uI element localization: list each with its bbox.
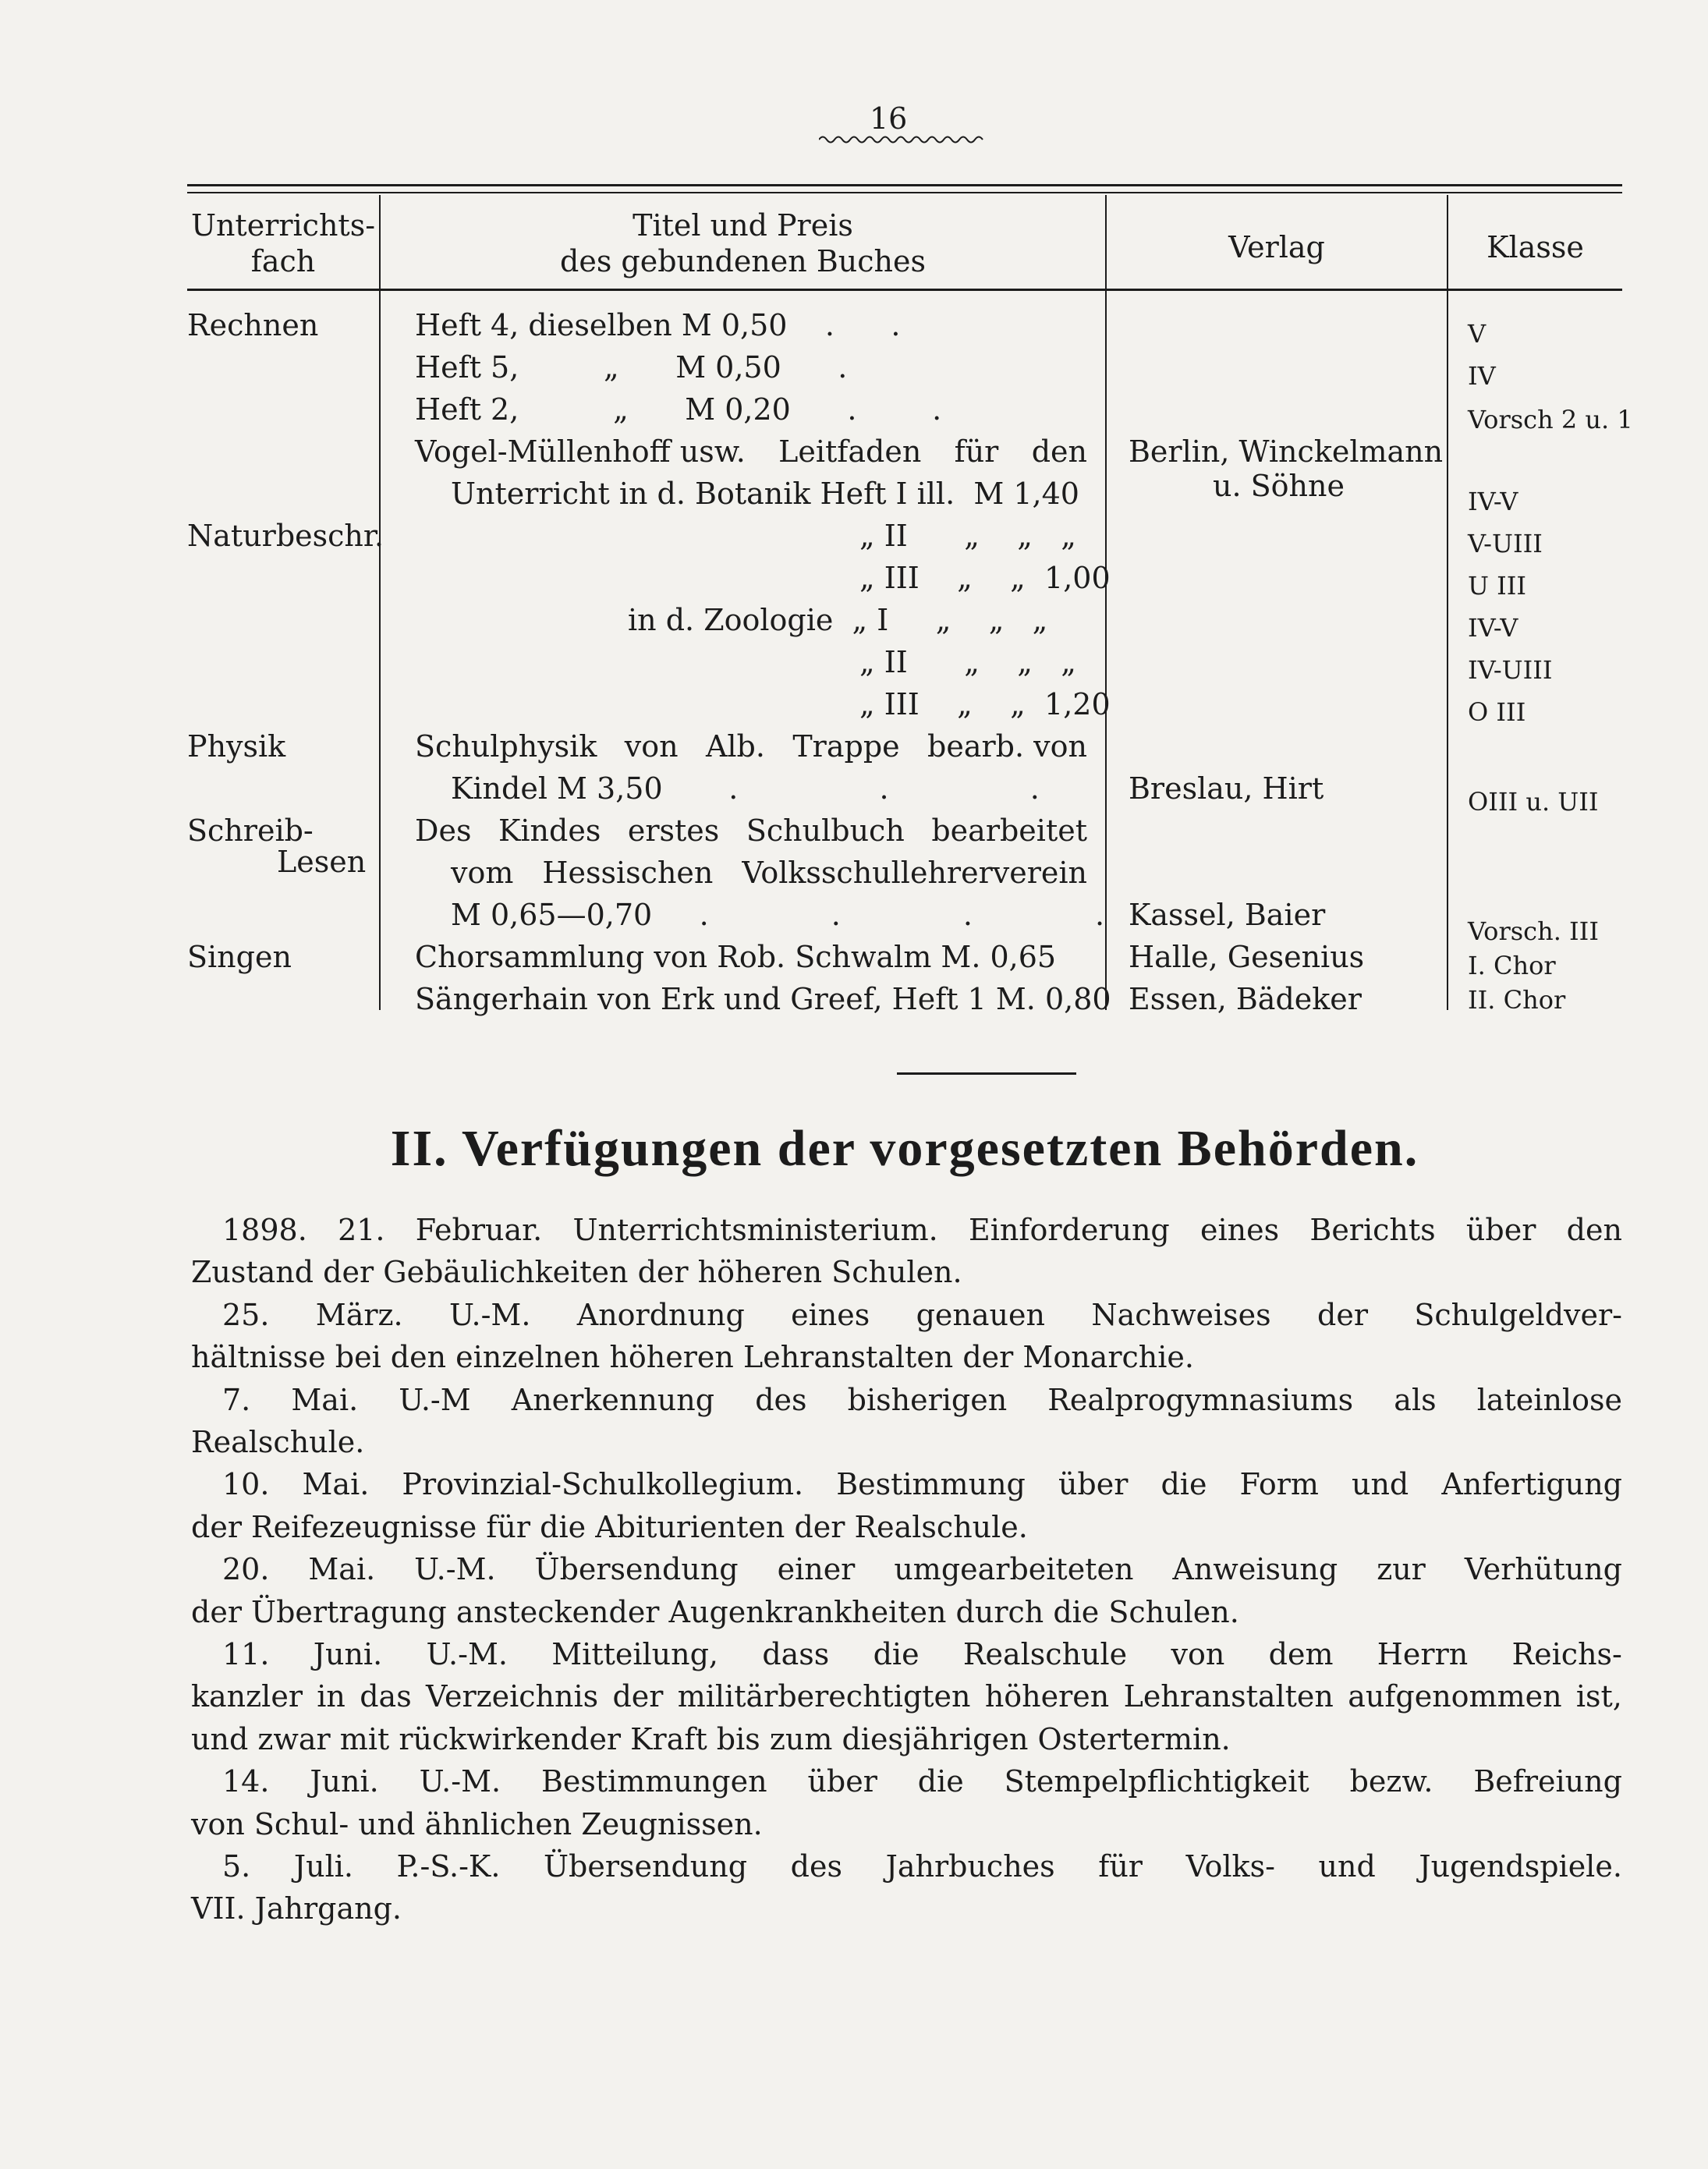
subject-cell: Naturbeschr. xyxy=(187,519,384,553)
column-divider xyxy=(1105,195,1107,1010)
ditto-mark: „ xyxy=(604,350,619,385)
wavy-ornament-icon xyxy=(819,134,987,145)
body-line: 25. März. U.-M. Anordnung eines genauen Nachweises der Schulgeldver- xyxy=(222,1297,1622,1332)
title-cell xyxy=(451,900,1104,930)
ditto-mark: „ xyxy=(1017,519,1033,553)
body-line: 7. Mai. U.-M Anerkennung des bisherigen Realprogymnasiums als lateinlose xyxy=(222,1382,1622,1417)
class-cell: IV xyxy=(1468,361,1496,391)
ditto-mark: „ xyxy=(1017,645,1033,679)
title-price: M 0,50 xyxy=(681,308,788,342)
class-cell: Vorsch 2 u. 1 xyxy=(1468,405,1633,434)
ditto-mark: „ xyxy=(957,687,973,721)
title-text: Vogel-Müllenhoff usw. xyxy=(415,434,746,469)
title-price: 1,00 xyxy=(1044,561,1111,595)
ditto-mark: „ xyxy=(1032,603,1048,637)
ditto-mark: „ xyxy=(1061,519,1076,553)
body-line: 10. Mai. Provinzial-Schulkollegium. Bestimmung über die Form und Anfertigung xyxy=(222,1467,1622,1502)
title-cell xyxy=(415,729,1087,764)
title-leader: . xyxy=(728,771,739,806)
ditto-mark: „ III xyxy=(859,561,920,595)
class-cell: Vorsch. III xyxy=(1468,916,1599,946)
title-text: von xyxy=(624,729,679,764)
title-cell xyxy=(859,563,1111,593)
class-cell: O III xyxy=(1468,697,1526,727)
subject-cell: Rechnen xyxy=(187,308,319,342)
body-line: von Schul- und ähnlichen Zeugnissen. xyxy=(191,1806,763,1841)
table-top-rule-2 xyxy=(187,192,1622,193)
table-header-rule xyxy=(187,289,1622,291)
body-line: Zustand der Gebäulichkeiten der höheren Schulen. xyxy=(191,1255,962,1290)
ditto-mark: „ xyxy=(964,645,980,679)
ditto-mark: „ xyxy=(1010,687,1026,721)
class-cell: V xyxy=(1468,319,1487,349)
publisher-cell: Kassel, Baier xyxy=(1129,898,1326,932)
title-text: Heft 5, xyxy=(415,350,519,385)
title-cell xyxy=(451,858,1087,888)
ditto-mark: „ xyxy=(1061,645,1076,679)
subject-cell: Schreib- xyxy=(187,813,314,848)
subject-cell: Physik xyxy=(187,729,286,764)
header-verlag: Verlag xyxy=(1228,230,1325,264)
ditto-mark: „ xyxy=(1010,561,1026,595)
publisher-cell: Essen, Bädeker xyxy=(1129,982,1362,1016)
title-leader: . xyxy=(1095,898,1105,932)
column-divider xyxy=(379,195,381,1010)
title-cell xyxy=(859,521,1076,551)
title-cell xyxy=(415,310,900,340)
page-number: 16 xyxy=(870,101,908,136)
title-price: M 0,50 xyxy=(675,350,781,385)
body-line: 11. Juni. U.-M. Mitteilung, dass die Realschule von dem Herrn Reichs- xyxy=(222,1637,1622,1671)
title-leader: . xyxy=(831,898,841,932)
ditto-mark: „ xyxy=(988,603,1005,637)
title-cell xyxy=(628,605,1047,635)
title-text: Hessischen xyxy=(542,856,714,890)
class-cell: OIII u. UII xyxy=(1468,787,1599,817)
title-price: M 0,65—0,70 xyxy=(451,898,653,932)
title-text: Unterricht in d. Botanik Heft I ill. xyxy=(451,477,955,511)
body-line: VII. Jahrgang. xyxy=(191,1891,402,1926)
publisher-cell: u. Söhne xyxy=(1213,469,1345,503)
title-cell xyxy=(859,647,1076,677)
class-cell: IV-UIII xyxy=(1468,655,1553,685)
ditto-mark: „ III xyxy=(859,687,920,721)
ditto-mark: „ xyxy=(957,561,973,595)
publisher-cell: Halle, Gesenius xyxy=(1129,940,1365,974)
ditto-mark: „ I xyxy=(852,603,889,637)
header-fach-line1: Unterrichts- xyxy=(190,208,376,243)
title-text: Alb. xyxy=(705,729,765,764)
column-divider xyxy=(1447,195,1448,1010)
title-text: Heft 4, dieselben xyxy=(415,308,672,342)
body-line: 14. Juni. U.-M. Bestimmungen über die Stempelpflichtigkeit bezw. Befreiung xyxy=(222,1764,1622,1799)
title-text: Schulphysik xyxy=(415,729,597,764)
title-leader: . xyxy=(838,350,848,385)
subject-cell: Singen xyxy=(187,940,292,974)
title-cell xyxy=(415,434,1087,469)
ditto-mark: „ II xyxy=(859,519,908,553)
title-cell xyxy=(415,350,848,385)
class-cell: V-UIII xyxy=(1468,529,1543,558)
title-leader: . xyxy=(1029,771,1040,806)
title-text: für xyxy=(954,434,999,469)
title-price: M 0,20 xyxy=(685,392,791,427)
title-leader: . xyxy=(962,898,973,932)
class-cell: II. Chor xyxy=(1468,985,1566,1015)
body-line: 1898. 21. Februar. Unterrichtsministerium. Einforderung eines Berichts über den xyxy=(222,1213,1622,1247)
class-cell: IV-V xyxy=(1468,613,1518,643)
title-text: Heft 2, xyxy=(415,392,519,427)
title-text: Volksschullehrerverein xyxy=(742,856,1087,890)
body-line: hältnisse bei den einzelnen höheren Lehranstalten der Monarchie. xyxy=(191,1340,1194,1375)
title-text: Kindes xyxy=(498,813,601,848)
body-line: 20. Mai. U.-M. Übersendung einer umgearbeiteten Anweisung zur Verhütung xyxy=(222,1552,1622,1587)
class-cell: IV-V xyxy=(1468,487,1518,516)
header-klasse: Klasse xyxy=(1487,230,1584,264)
header-fach-line2: fach xyxy=(250,244,316,278)
title-text: Schulbuch xyxy=(746,813,905,848)
section-separator xyxy=(897,1072,1076,1075)
title-leader: . xyxy=(932,392,942,427)
section-title: II. Verfügungen der vorgesetzten Behörden. xyxy=(390,1120,1419,1177)
title-leader: . xyxy=(699,898,709,932)
title-text: erstes xyxy=(627,813,720,848)
publisher-cell: Breslau, Hirt xyxy=(1129,771,1324,806)
header-titel xyxy=(381,207,1105,279)
subject-cell: Lesen xyxy=(277,845,367,879)
body-line: der Übertragung ansteckender Augenkrankheiten durch die Schulen. xyxy=(191,1594,1239,1629)
title-text: Kindel M 3,50 xyxy=(451,771,663,806)
title-leader: . xyxy=(847,392,857,427)
title-cell xyxy=(451,771,1040,806)
table-top-rule xyxy=(187,184,1622,186)
body-line: kanzler in das Verzeichnis der militärberechtigten höheren Lehranstalten aufgenommen ist, xyxy=(191,1679,1622,1714)
title-text: Trappe xyxy=(792,729,900,764)
title-text: in d. Zoologie xyxy=(628,603,834,637)
title-text: bearbeitet xyxy=(931,813,1087,848)
title-cell xyxy=(859,689,1111,719)
publisher-cell: Berlin, Winckelmann xyxy=(1129,434,1444,469)
ditto-mark: „ II xyxy=(859,645,908,679)
title-text: den xyxy=(1031,434,1087,469)
header-titel-line2: des gebundenen Buches xyxy=(560,244,926,278)
title-leader: . xyxy=(879,771,889,806)
body-line: und zwar mit rückwirkender Kraft bis zum diesjährigen Ostertermin. xyxy=(191,1721,1231,1756)
title-text: bearb. von xyxy=(927,729,1087,764)
title-leader: . xyxy=(891,308,901,342)
class-cell: I. Chor xyxy=(1468,951,1556,980)
ditto-mark: „ xyxy=(613,392,629,427)
ditto-mark: „ xyxy=(935,603,951,637)
title-text: vom xyxy=(451,856,514,890)
title-cell xyxy=(451,479,1079,509)
title-cell: Chorsammlung von Rob. Schwalm M. 0,65 xyxy=(415,940,1057,974)
title-price: 1,20 xyxy=(1044,687,1111,721)
title-cell xyxy=(415,813,1087,848)
title-cell xyxy=(415,392,942,427)
header-titel-line1: Titel und Preis xyxy=(633,208,853,243)
title-text: Des xyxy=(415,813,472,848)
title-cell: Sängerhain von Erk und Greef, Heft 1 M. 0,80 xyxy=(415,982,1111,1016)
title-leader: . xyxy=(824,308,835,342)
body-line: 5. Juli. P.-S.-K. Übersendung des Jahrbuches für Volks- und Jugendspiele. xyxy=(222,1849,1622,1884)
class-cell: U III xyxy=(1468,571,1527,601)
ditto-mark: „ xyxy=(964,519,980,553)
body-line: der Reifezeugnisse für die Abiturienten der Realschule. xyxy=(191,1509,1028,1544)
body-line: Realschule. xyxy=(191,1425,365,1459)
header-fach xyxy=(187,207,379,279)
title-price: M 1,40 xyxy=(973,477,1079,511)
title-text: Leitfaden xyxy=(778,434,922,469)
